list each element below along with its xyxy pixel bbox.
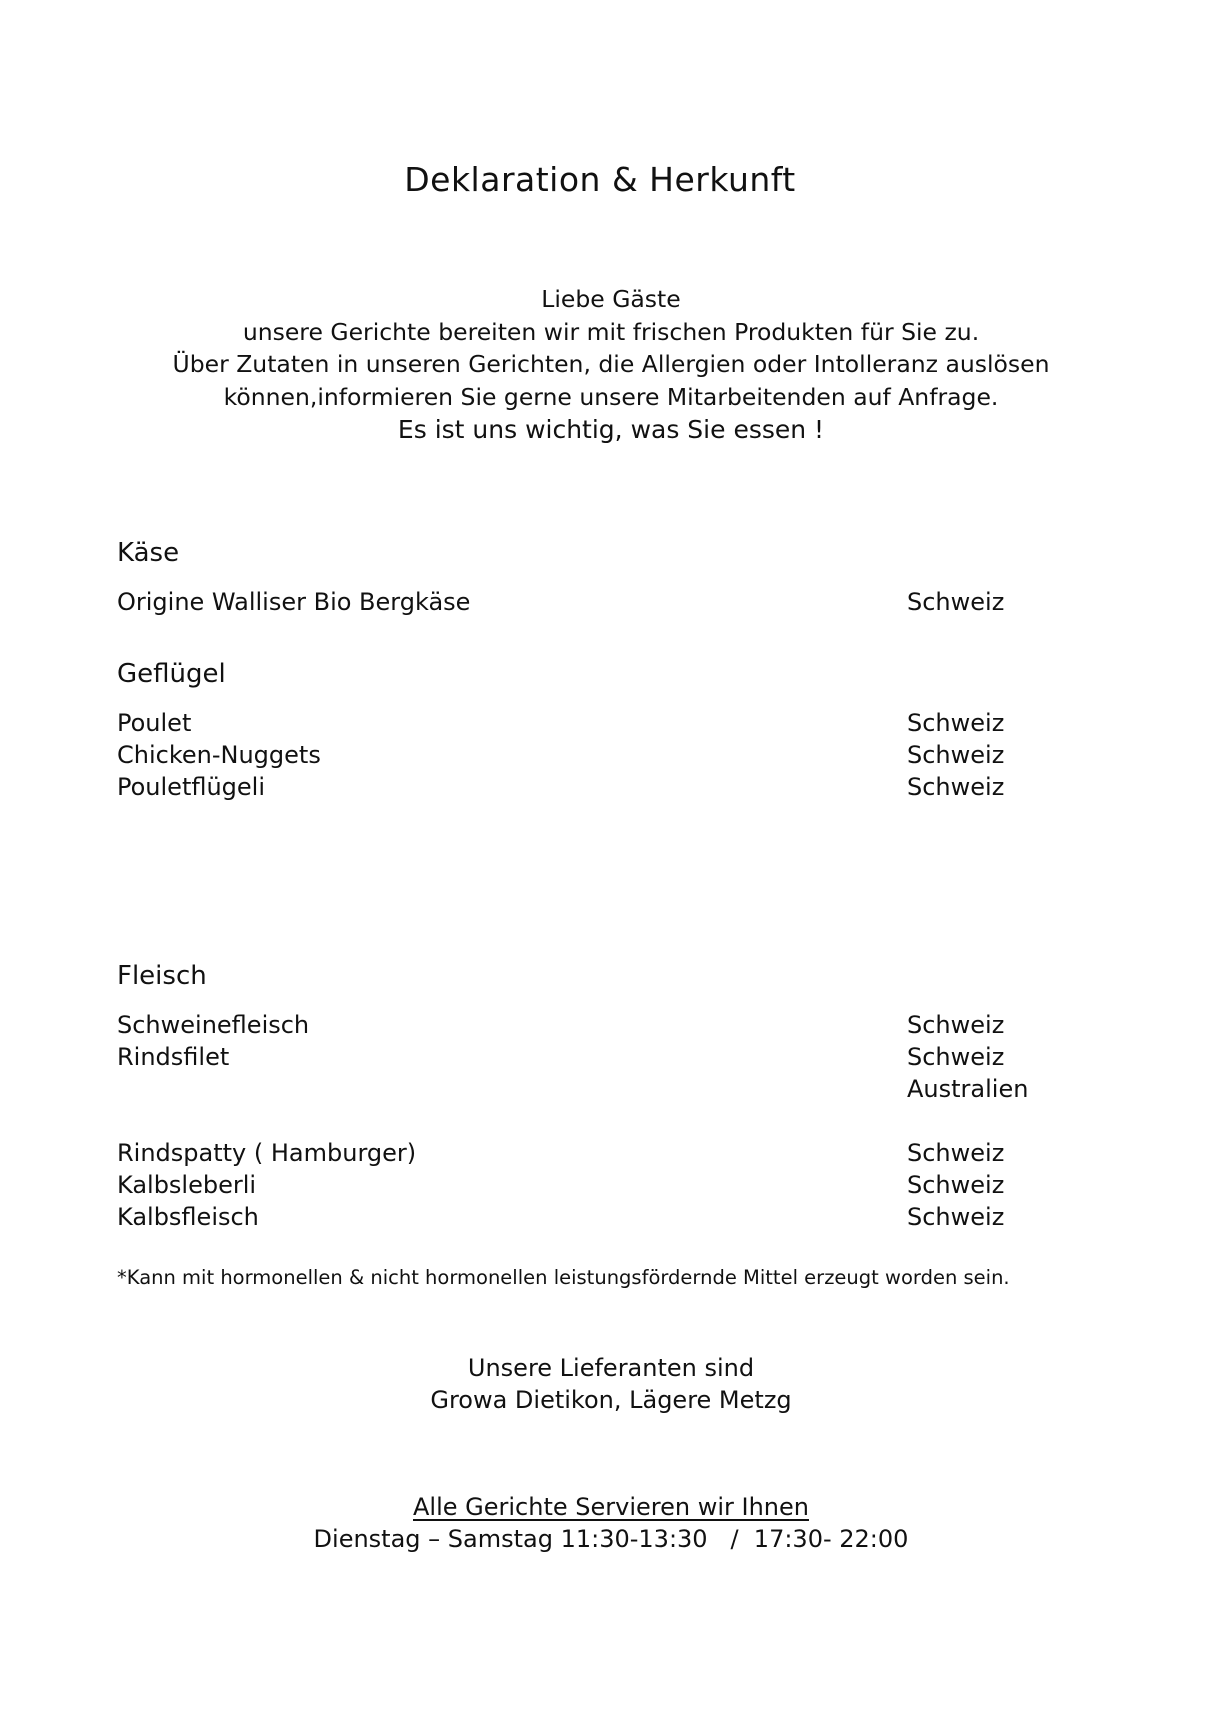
intro-emphasis: Es ist uns wichtig, was Sie essen ! xyxy=(397,415,825,444)
item-name: Rindspatty ( Hamburger) xyxy=(117,1139,417,1167)
item-origin: Schweiz xyxy=(907,773,1005,801)
item-name: Chicken-Nuggets xyxy=(117,741,321,769)
intro-line: Über Zutaten in unseren Gerichten, die Allergien oder Intolleranz auslösen xyxy=(172,350,1050,378)
suppliers-heading: Unsere Lieferanten sind xyxy=(467,1354,755,1382)
service-hours: Dienstag – Samstag 11:30-13:30 / 17:30- 22:00 xyxy=(313,1525,909,1553)
section-title-fleisch: Fleisch xyxy=(117,961,207,991)
list-item xyxy=(117,771,1117,803)
suppliers-names: Growa Dietikon, Lägere Metzg xyxy=(430,1386,792,1414)
item-name: Pouletflügeli xyxy=(117,773,266,801)
item-origin: Schweiz xyxy=(907,741,1005,769)
page-title: Deklaration & Herkunft xyxy=(404,160,796,199)
intro-line: unsere Gerichte bereiten wir mit frischen Produkten für Sie zu. xyxy=(242,317,980,346)
service-heading: Alle Gerichte Servieren wir Ihnen xyxy=(413,1493,809,1521)
item-origin: Schweiz xyxy=(907,1203,1005,1231)
list-item xyxy=(117,1073,1117,1105)
list-item xyxy=(117,739,1117,771)
intro-line: Liebe Gäste xyxy=(541,285,681,313)
list-item xyxy=(117,1041,1117,1073)
service-block xyxy=(0,1491,1222,1555)
footnote: *Kann mit hormonellen & nicht hormonellen leistungsfördernde Mittel erzeugt worden sein. xyxy=(117,1266,1010,1289)
list-item xyxy=(117,586,1117,618)
list-item xyxy=(117,1169,1117,1201)
item-origin: Schweiz xyxy=(907,1139,1005,1167)
list-item xyxy=(117,1201,1117,1233)
item-name: Kalbsfleisch xyxy=(117,1203,259,1231)
suppliers-block xyxy=(0,1352,1222,1416)
intro-text xyxy=(0,283,1222,447)
item-origin: Schweiz xyxy=(907,709,1005,737)
list-item xyxy=(117,1137,1117,1169)
list-item xyxy=(117,707,1117,739)
item-name: Rindsfilet xyxy=(117,1043,230,1071)
item-origin: Australien xyxy=(907,1075,1029,1103)
item-origin: Schweiz xyxy=(907,1011,1005,1039)
section-title-kaese: Käse xyxy=(117,538,180,568)
item-origin: Schweiz xyxy=(907,1043,1005,1071)
section-title-gefluegel: Geflügel xyxy=(117,659,226,689)
item-origin: Schweiz xyxy=(907,1171,1005,1199)
item-name: Origine Walliser Bio Bergkäse xyxy=(117,588,471,616)
item-name: Poulet xyxy=(117,709,192,737)
intro-line: können,informieren Sie gerne unsere Mitarbeitenden auf Anfrage. xyxy=(223,382,999,411)
list-item xyxy=(117,1009,1117,1041)
item-origin: Schweiz xyxy=(907,588,1005,616)
item-name: Kalbsleberli xyxy=(117,1171,257,1199)
item-name: Schweinefleisch xyxy=(117,1011,310,1039)
